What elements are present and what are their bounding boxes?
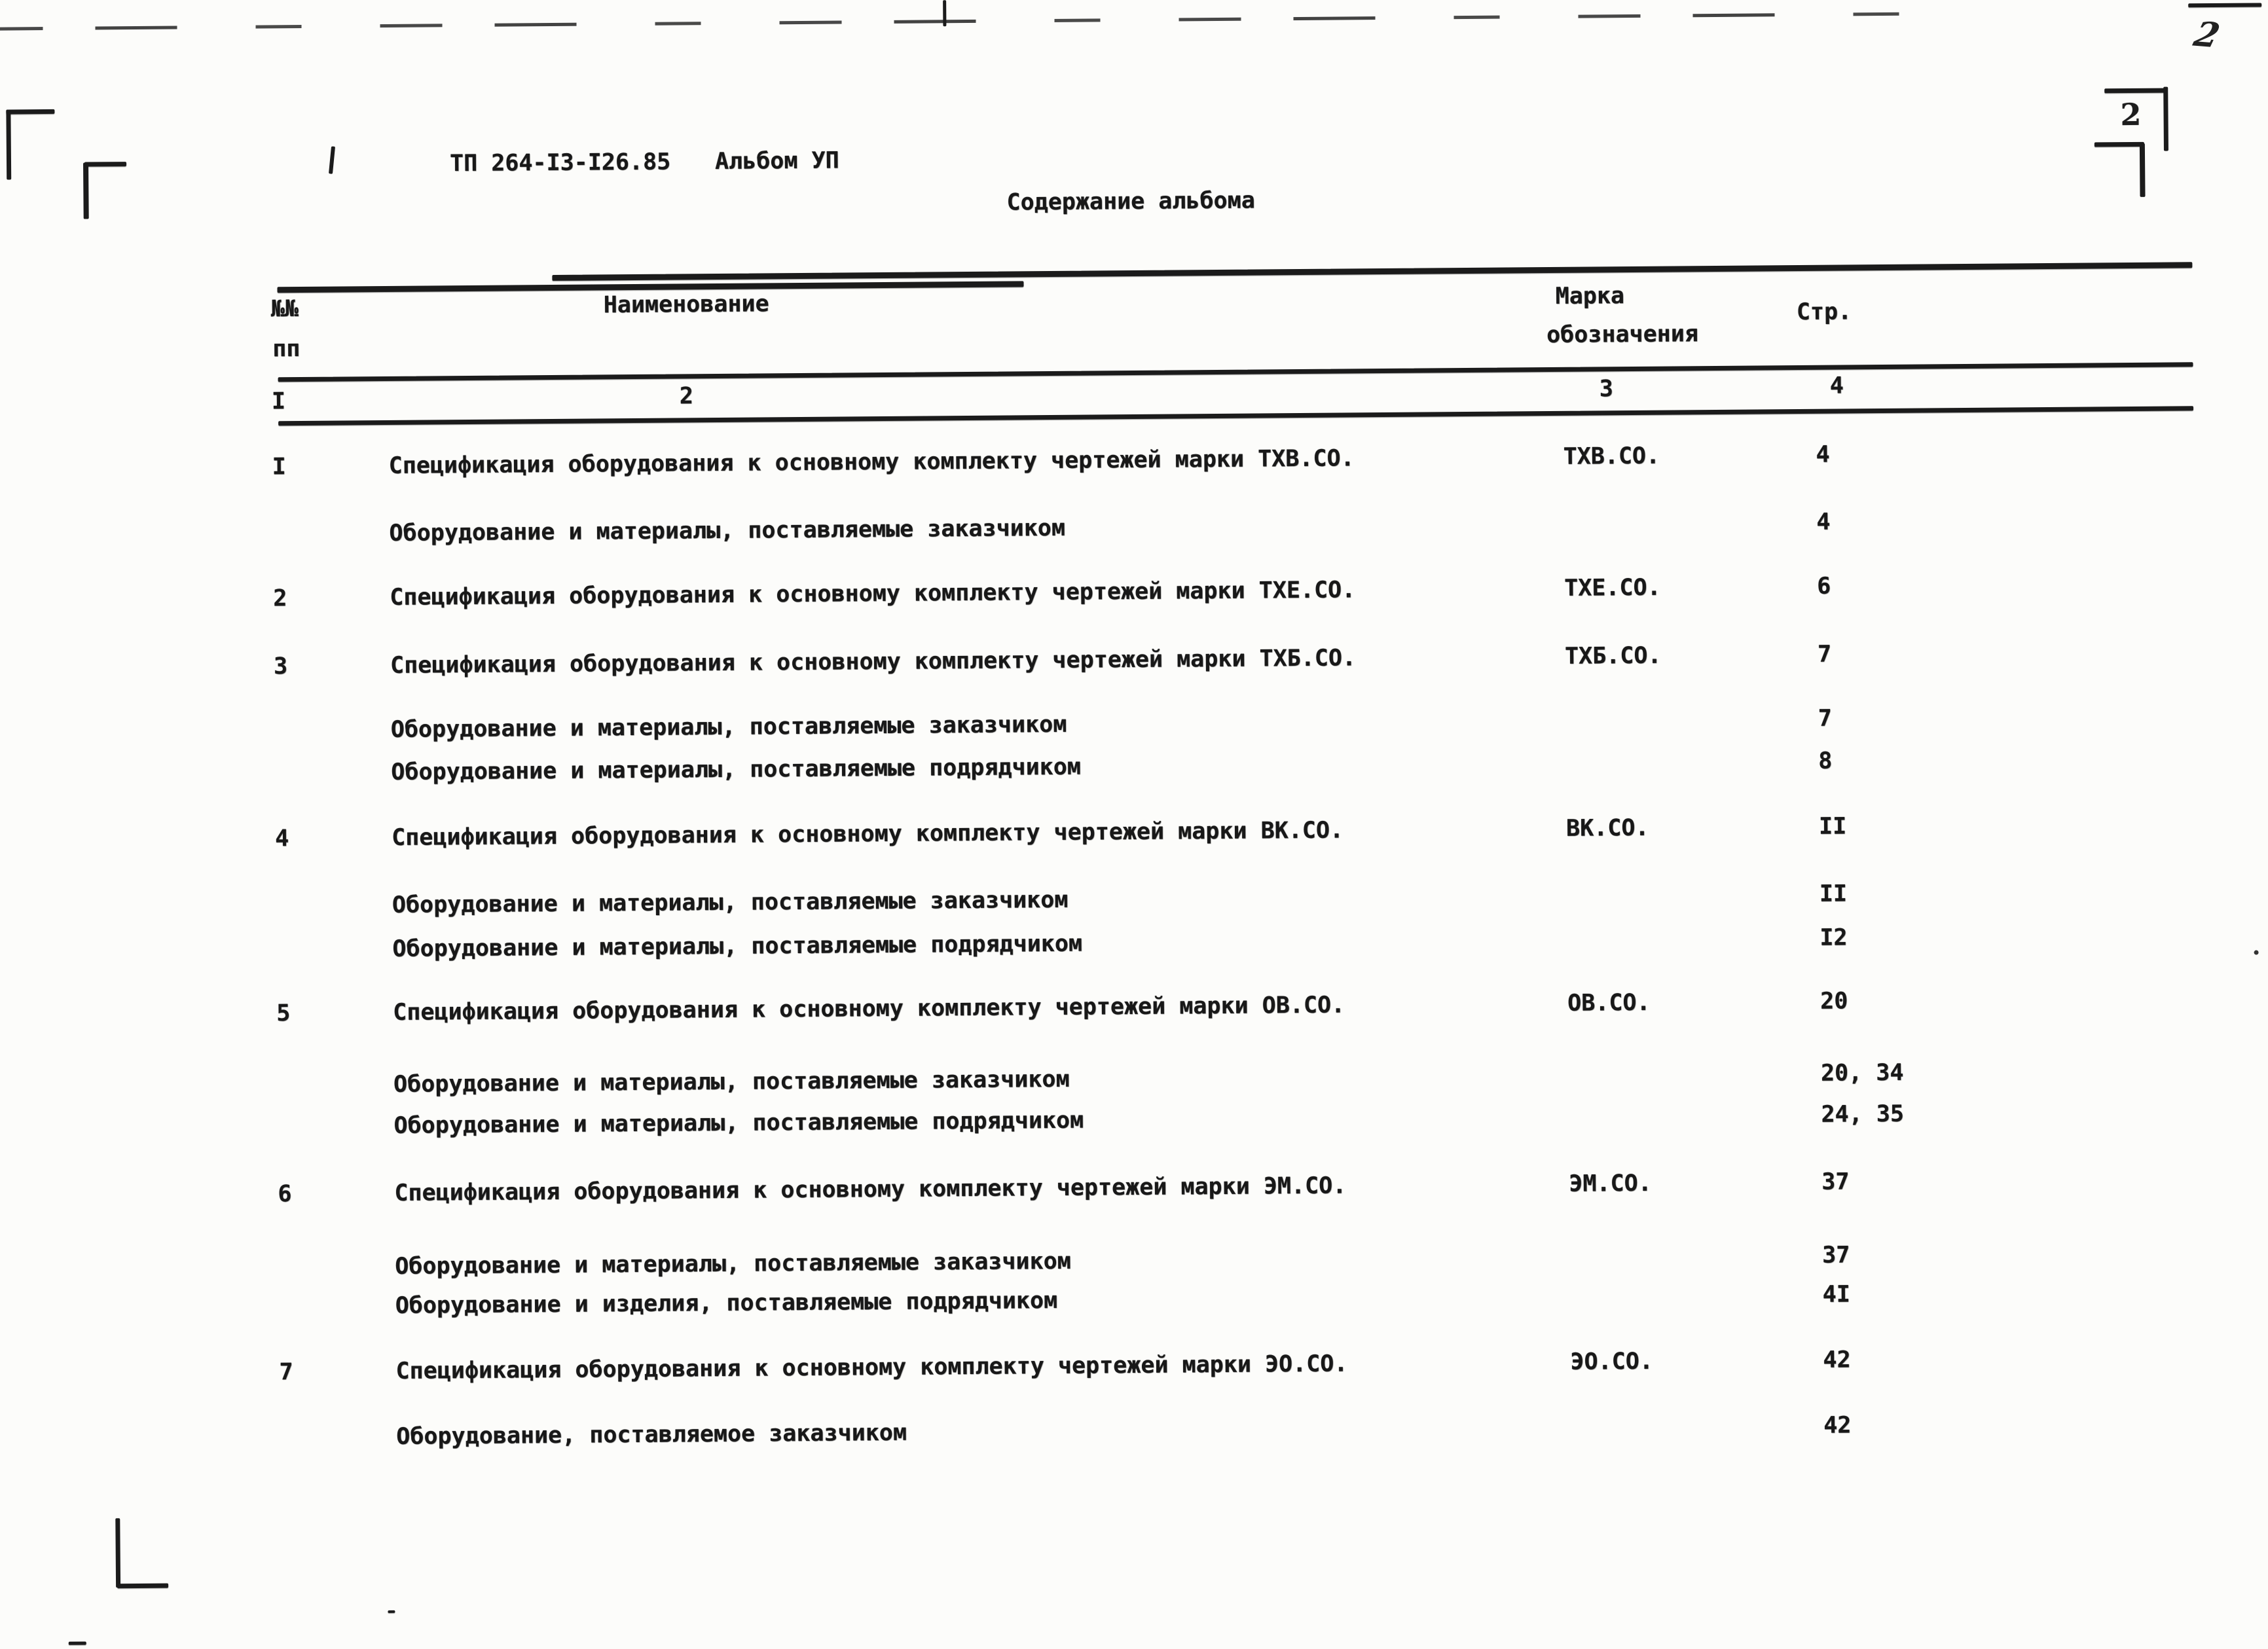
row-name: Спецификация оборудования к основному комплекту чертежей марки ЭО.СО. xyxy=(395,1350,1348,1385)
frame-page-number: 2 xyxy=(2120,96,2142,133)
col-header-mark-line2: обозначения xyxy=(1546,321,1699,349)
row-name: Оборудование и материалы, поставляемые заказчиком xyxy=(393,1066,1070,1098)
row-page: II xyxy=(1818,813,1847,840)
page-frame-right-line xyxy=(2163,87,2168,151)
table-row xyxy=(0,702,2267,748)
row-page: 20 xyxy=(1820,988,1848,1015)
table-row xyxy=(0,438,2265,484)
row-number: 7 xyxy=(279,1359,293,1386)
col-header-mark-line1: Марка xyxy=(1555,283,1625,310)
row-name: Оборудование и материалы, поставляемые заказчиком xyxy=(392,886,1069,918)
table-row xyxy=(3,1165,2268,1212)
scan-speck-right xyxy=(2254,951,2259,955)
row-number: I xyxy=(272,454,286,480)
page-frame-bottom-tick xyxy=(2140,143,2146,197)
col-number-1: I xyxy=(271,388,286,415)
row-name: Оборудование и материалы, поставляемые подрядчиком xyxy=(392,930,1083,962)
row-number: 3 xyxy=(273,653,288,680)
scan-speck xyxy=(388,1610,395,1613)
col-number-4: 4 xyxy=(1829,372,1844,399)
corner-mark-top-left-horizontal xyxy=(6,109,54,115)
row-name: Оборудование и материалы, поставляемые подрядчиком xyxy=(391,753,1082,786)
row-mark: ВК.СО. xyxy=(1565,814,1649,842)
row-name: Спецификация оборудования к основному комплекту чертежей марки ОВ.СО. xyxy=(393,992,1345,1026)
row-name: Спецификация оборудования к основному комплекту чертежей марки ТХВ.СО. xyxy=(388,445,1355,479)
doc-code: ТП 264-I3-I26.85 xyxy=(449,149,671,177)
table-header-rule xyxy=(278,362,2193,382)
row-mark: ТХЕ.СО. xyxy=(1564,574,1661,602)
table-top-rule-right xyxy=(552,262,2192,281)
row-name: Оборудование и изделия, поставляемые подрядчиком xyxy=(395,1287,1058,1319)
row-page: 37 xyxy=(1821,1169,1850,1195)
row-page: 42 xyxy=(1823,1412,1852,1439)
row-name: Спецификация оборудования к основному комплекту чертежей марки ВК.СО. xyxy=(391,817,1344,851)
row-name: Оборудование и материалы, поставляемые заказчиком xyxy=(389,515,1066,547)
col-header-number-line1: №№ xyxy=(270,295,299,323)
row-number: 2 xyxy=(273,585,287,612)
corner-mark-bottom-left-vertical xyxy=(115,1518,120,1587)
row-name: Оборудование и материалы, поставляемые заказчиком xyxy=(390,711,1067,743)
row-page: 7 xyxy=(1817,641,1832,668)
table-row xyxy=(0,744,2267,791)
row-name: Оборудование и материалы, поставляемые заказчиком xyxy=(395,1248,1071,1280)
scan-smudge-mark xyxy=(329,146,335,173)
page-frame-top-line xyxy=(2104,88,2167,94)
table-row xyxy=(2,1057,2268,1103)
row-page: 6 xyxy=(1817,573,1831,600)
table-row xyxy=(3,1239,2268,1285)
row-page: 7 xyxy=(1818,705,1832,732)
row-mark: ТХВ.СО. xyxy=(1563,443,1660,470)
album-label: Альбом УП xyxy=(714,147,839,175)
row-page: 4 xyxy=(1816,509,1831,535)
table-row xyxy=(4,1278,2268,1324)
table-row xyxy=(1,921,2268,968)
row-name: Оборудование, поставляемое заказчиком xyxy=(396,1419,907,1450)
row-page: 20, 34 xyxy=(1820,1059,1904,1087)
table-row xyxy=(0,638,2267,684)
table-row xyxy=(0,570,2266,616)
col-number-3: 3 xyxy=(1599,376,1614,403)
row-number: 4 xyxy=(274,825,289,852)
table-row xyxy=(4,1343,2268,1390)
corner-mark-top-left-vertical xyxy=(6,109,11,179)
contents-title: Содержание альбома xyxy=(1006,187,1255,216)
row-name: Спецификация оборудования к основному комплекту чертежей марки ТХЕ.СО. xyxy=(390,577,1356,611)
scan-edge-dashed-line xyxy=(0,12,1935,30)
scan-tick-mark xyxy=(943,0,946,26)
table-row xyxy=(0,505,2266,552)
row-mark: ТХБ.СО. xyxy=(1564,642,1662,670)
row-page: 4I xyxy=(1822,1281,1850,1308)
col-number-2: 2 xyxy=(679,383,694,410)
handwritten-page-number: 2 xyxy=(2189,14,2224,56)
row-number: 6 xyxy=(278,1181,292,1208)
row-name: Оборудование и материалы, поставляемые подрядчиком xyxy=(393,1107,1084,1139)
table-colnumber-rule xyxy=(278,406,2193,426)
row-page: 8 xyxy=(1818,748,1833,774)
page-frame-bottom-line xyxy=(2094,142,2144,147)
corner-mark-bottom-left-horizontal xyxy=(117,1584,168,1589)
row-page: 42 xyxy=(1823,1347,1851,1373)
row-page: 24, 35 xyxy=(1821,1100,1905,1128)
table-row xyxy=(1,877,2268,924)
row-name: Спецификация оборудования к основному комплекту чертежей марки ТХБ.СО. xyxy=(390,645,1357,679)
table-row xyxy=(1,985,2268,1031)
col-header-number-line2: пп xyxy=(272,335,301,363)
row-page: II xyxy=(1819,880,1848,907)
col-header-page: Стр. xyxy=(1796,299,1852,326)
row-page: 4 xyxy=(1816,441,1830,468)
corner-mark-top-left2-horizontal xyxy=(84,162,126,167)
col-header-name: Наименование xyxy=(603,291,769,319)
scan-speck-bottom-left xyxy=(69,1642,86,1645)
table-row xyxy=(0,810,2268,856)
table-top-rule-left xyxy=(278,281,1024,293)
row-mark: ЭО.СО. xyxy=(1570,1348,1654,1375)
row-number: 5 xyxy=(276,1000,291,1027)
table-row xyxy=(2,1098,2268,1144)
row-mark: ОВ.СО. xyxy=(1567,989,1651,1017)
row-page: I2 xyxy=(1820,924,1848,951)
corner-mark-top-left2-vertical xyxy=(83,163,89,219)
row-mark: ЭМ.СО. xyxy=(1569,1170,1652,1197)
row-page: 37 xyxy=(1822,1242,1850,1269)
scan-edge-dash-right xyxy=(2188,3,2261,7)
table-row xyxy=(5,1409,2268,1455)
row-name: Спецификация оборудования к основному комплекту чертежей марки ЭМ.СО. xyxy=(394,1172,1347,1206)
